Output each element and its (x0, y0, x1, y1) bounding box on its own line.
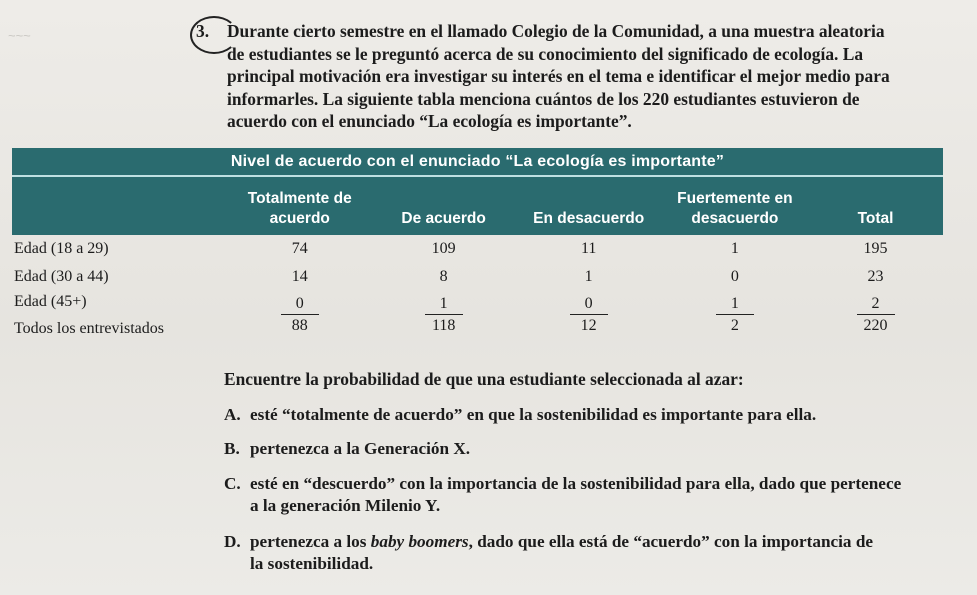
header-en-desacuerdo: En desacuerdo (516, 176, 662, 235)
option-d (224, 531, 942, 575)
question-number: 3. (196, 21, 210, 41)
table-cell-frac: $\frac{1}{118}$ (372, 291, 516, 338)
question-line-4: informarles. La siguiente tabla menciona cuántos de los 220 estudiantes estuvieron de (227, 88, 860, 109)
table-row (12, 291, 943, 338)
table-title: Nivel de acuerdo con el enunciado “La ecología es importante” (12, 148, 943, 176)
option-text: pertenezca a los baby boomers, dado que ella está de “acuerdo” con la importancia de la sostenibilidad. (250, 532, 874, 573)
table-header-row (12, 176, 943, 235)
survey-table (12, 148, 943, 338)
row-label: Edad (30 a 44) (14, 268, 109, 285)
table-cell-frac: $\frac{0}{12}$ (516, 291, 662, 338)
table-cell-frac: $\frac{1}{2}$ (662, 291, 808, 338)
question-line-3: principal motivación era investigar su interés en el tema e identificar el mejor medio para (227, 66, 890, 86)
header-blank (12, 176, 228, 235)
table-cell: 23 (867, 268, 884, 285)
option-b (224, 438, 942, 460)
option-letter: D. (224, 532, 241, 551)
table-cell: 0 (730, 268, 739, 285)
table-cell: 195 (863, 240, 888, 257)
bleed-through-text: ~~~ (8, 28, 31, 43)
table-cell: 74 (291, 240, 308, 257)
table-cell: 8 (439, 268, 448, 285)
header-fuertemente: Fuertemente en desacuerdo (662, 176, 808, 235)
table-cell: 11 (580, 240, 597, 257)
row-label: Edad (18 a 29) (14, 240, 109, 257)
option-text: esté en “descuerdo” con la importancia de la sostenibilidad para ella, dado que pertenece a la generación Milenio Y. (250, 474, 902, 515)
option-letter: B. (224, 439, 240, 458)
option-text: esté “totalmente de acuerdo” en que la sostenibilidad es importante para ella. (250, 405, 817, 424)
option-text: pertenezca a la Generación X. (250, 439, 471, 458)
prompt: Encuentre la probabilidad de que una estudiante seleccionada al azar: (224, 369, 744, 389)
header-de-acuerdo: De acuerdo (372, 176, 516, 235)
header-total: Total (808, 176, 943, 235)
question-line-1: Durante cierto semestre en el llamado Colegio de la Comunidad, a una muestra aleatoria (227, 21, 885, 41)
table-cell: 1 (730, 240, 739, 257)
option-letter: A. (224, 405, 241, 424)
question-line-2: de estudiantes se le preguntó acerca de su conocimiento del significado de ecología. La (227, 43, 864, 64)
table-cell-frac: $\frac{2}{220}$ (808, 291, 943, 338)
table-cell: 14 (291, 268, 308, 285)
table-cell: 1 (584, 268, 593, 285)
option-c (224, 473, 942, 517)
row-label-total: Todos los entrevistados (14, 320, 164, 337)
header-totalmente: Totalmente de acuerdo (228, 176, 372, 235)
option-a (224, 404, 942, 426)
table-row (12, 235, 943, 263)
table-cell-frac: $\frac{0}{88}$ (228, 291, 372, 338)
row-label: Edad (45+) Todos los entrevistados (14, 293, 164, 337)
question-line-5: acuerdo con el enunciado “La ecología es importante”. (227, 111, 632, 131)
table-cell: 109 (431, 240, 456, 257)
table-row (12, 263, 943, 291)
option-letter: C. (224, 474, 241, 493)
question-3 (196, 20, 942, 133)
table-title-row (12, 148, 943, 176)
